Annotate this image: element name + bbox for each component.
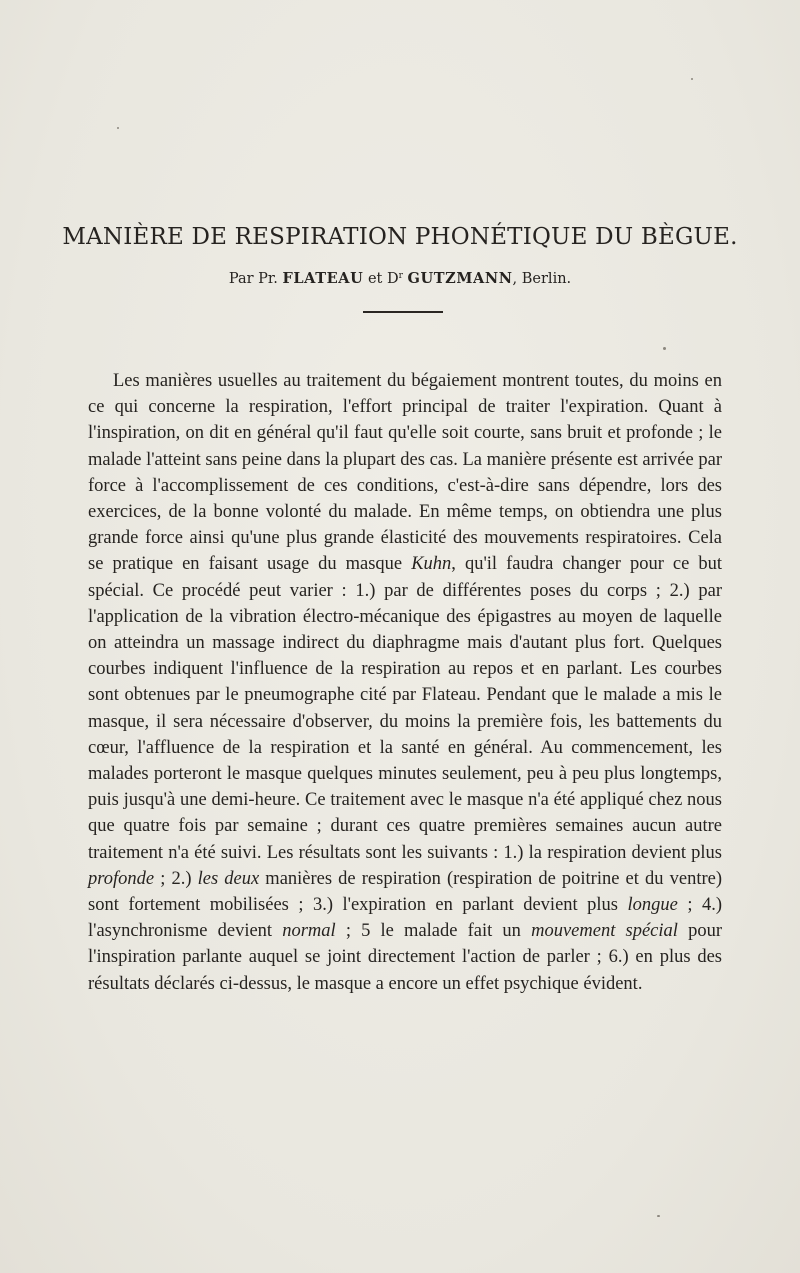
- article-body-paragraph: [88, 368, 722, 997]
- italic-run-les-deux: les deux: [197, 868, 260, 889]
- italic-run-profonde: profonde: [88, 868, 155, 889]
- paper-speck: [691, 78, 693, 80]
- body-text-run: ; 2.): [154, 868, 198, 889]
- paper-speck: [663, 347, 666, 350]
- byline-connector: et D: [367, 271, 399, 287]
- body-text-run: , qu'il faudra changer pour ce but spécial. Ce procédé peut varier : 1.) par de différentes poses du corps ; 2.) par l'application de la vibration électro-mécanique des épigastres au moyen de laquelle on atteindra un massage indirect du diaphragme mais d'autant plus fort. Quelques courbes indiquent l'influence de la respiration au repos et en parlant. Les courbes sont obtenues par le pneumographe cité par Flateau. Pendant que le malade a mis le masque, il sera nécessaire d'observer, du moins la première fois, les battements du cœur, l'affluence de la respiration et la santé en général. Au commencement, les malades porteront le masque quelques minutes seulement, peu à peu plus longtemps, puis jusqu'à une demi-heure. Ce traitement avec le masque n'a été appliqué chez nous que quatre fois par semaine ; durant ces quatre premières semaines aucun autre traitement n'a été suivi. Les résultats sont les suivants : 1.) la respiration devient plus: [88, 554, 722, 863]
- article-byline: [0, 270, 800, 287]
- italic-run-kuhn: Kuhn: [411, 554, 452, 575]
- byline-place: , Berlin.: [512, 271, 572, 287]
- body-text-run: ; 5 le malade fait un: [335, 921, 532, 942]
- article-title: MANIÈRE DE RESPIRATION PHONÉTIQUE DU BÈGUE.: [62, 224, 738, 250]
- italic-run-longue: longue: [627, 895, 678, 916]
- author-flateau: FLATEAU: [282, 270, 364, 287]
- byline-connector-sup: r: [398, 271, 403, 281]
- body-text-run: pour l'inspiration parlante auquel se joint directement l'action de parler ; 6.) en plus des résultats déclarés ci-dessus, le masque a encore un effet psychique évident.: [88, 921, 722, 994]
- italic-run-mouvement-special: mouvement spécial: [531, 921, 678, 942]
- body-text-run: Les manières usuelles au traitement du bégaiement montrent toutes, du moins en ce qui concerne la respiration, l'effort principal de traiter l'expiration. Quant à l'inspiration, on dit en général qu'il faut qu'elle soit courte, sans bruit et profonde ; le malade l'atteint sans peine dans la plupart des cas. La manière présente est arrivée par force à l'accomplissement de ces conditions, c'est-à-dire sans dépendre, lors des exercices, de la bonne volonté du malade. En même temps, on obtiendra une plus grande force ainsi qu'une plus grande élasticité des mouvements respiratoires. Cela se pratique en faisant usage du masque: [88, 371, 722, 575]
- paper-speck: [117, 127, 119, 129]
- paper-speck: [657, 1215, 660, 1217]
- title-divider: [363, 311, 443, 313]
- byline-prefix: Par Pr.: [228, 271, 278, 287]
- author-gutzmann: GUTZMANN: [407, 270, 513, 287]
- italic-run-normal: normal: [282, 921, 336, 942]
- body-text-run: ; 4.) l'asynchronisme devient: [88, 895, 722, 942]
- body-text-run: manières de respiration (respiration de poitrine et du ventre) sont fortement mobilisées ; 3.) l'expiration en parlant devient plus: [88, 868, 722, 916]
